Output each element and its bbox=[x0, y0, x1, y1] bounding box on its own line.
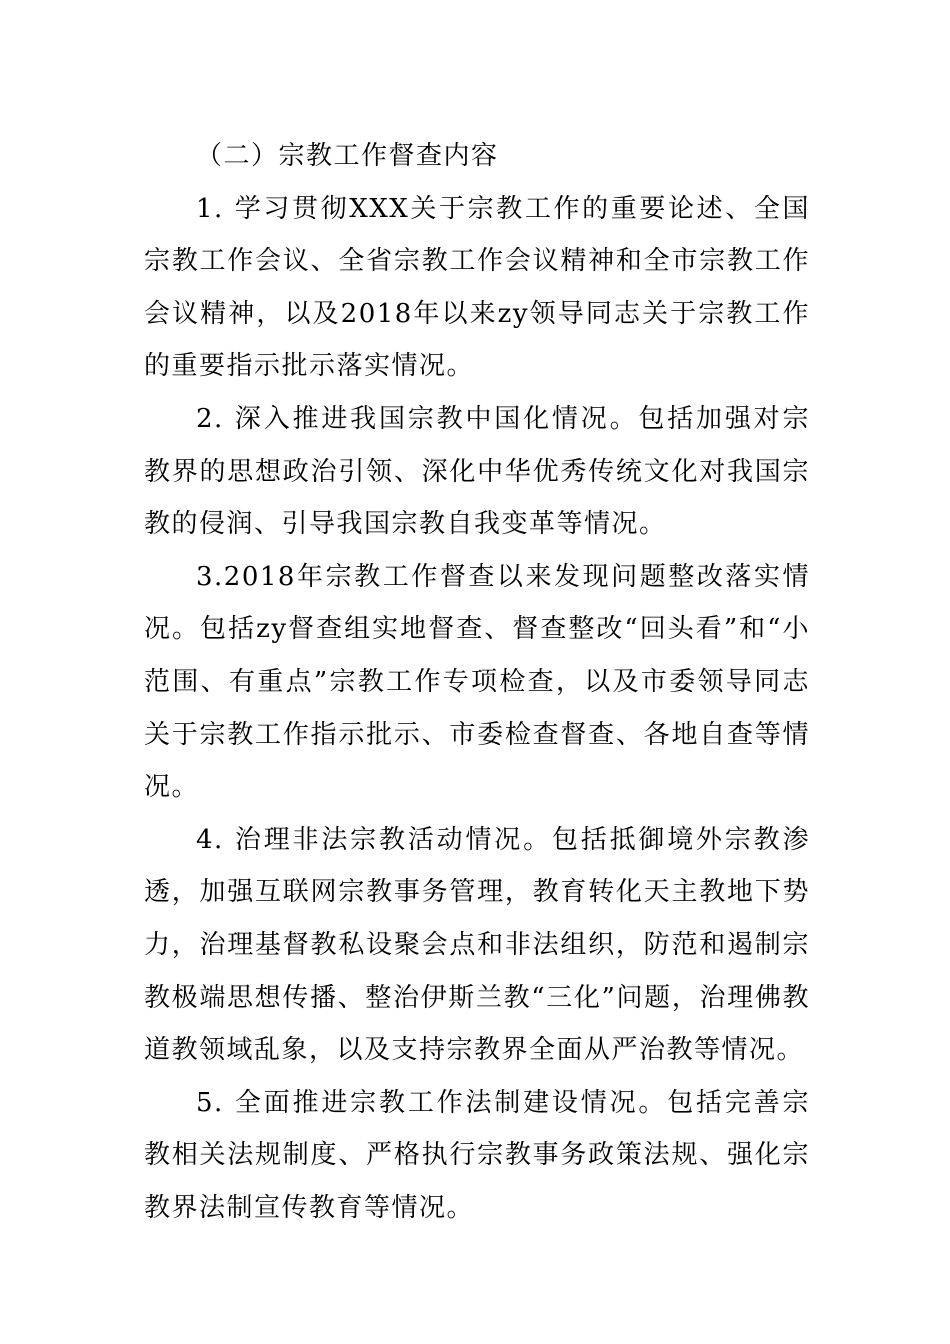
paragraph-1: 1. 学习贯彻XXX关于宗教工作的重要论述、全国宗教工作会议、全省宗教工作会议精神和全市宗教工作会议精神，以及2018年以来zy领导同志关于宗教工作的重要指示批示落实情况。 bbox=[144, 193, 810, 382]
section-heading: （二）宗教工作督查内容 bbox=[196, 141, 499, 171]
paragraph-5: 5. 全面推进宗教工作法制建设情况。包括完善宗教相关法规制度、严格执行宗教事务政策法规、强化宗教界法制宣传教育等情况。 bbox=[144, 1087, 810, 1223]
paragraph-4: 4. 治理非法宗教活动情况。包括抵御境外宗教渗透，加强互联网宗教事务管理，教育转化天主教地下势力，治理基督教私设聚会点和非法组织，防范和遏制宗教极端思想传播、整治伊斯兰教“三化”问题，治理佛教道教领域乱象，以及支持宗教界全面从严治教等情况。 bbox=[144, 824, 810, 1066]
paragraph-3: 3.2018年宗教工作督查以来发现问题整改落实情况。包括zy督查组实地督查、督查整改“回头看”和“小范围、有重点”宗教工作专项检查，以及市委领导同志关于宗教工作指示批示、市委检查督查、各地自查等情况。 bbox=[144, 561, 810, 803]
paragraph-2: 2. 深入推进我国宗教中国化情况。包括加强对宗教界的思想政治引领、深化中华优秀传统文化对我国宗教的侵润、引导我国宗教自我变革等情况。 bbox=[144, 403, 810, 540]
document-body bbox=[144, 130, 810, 1234]
